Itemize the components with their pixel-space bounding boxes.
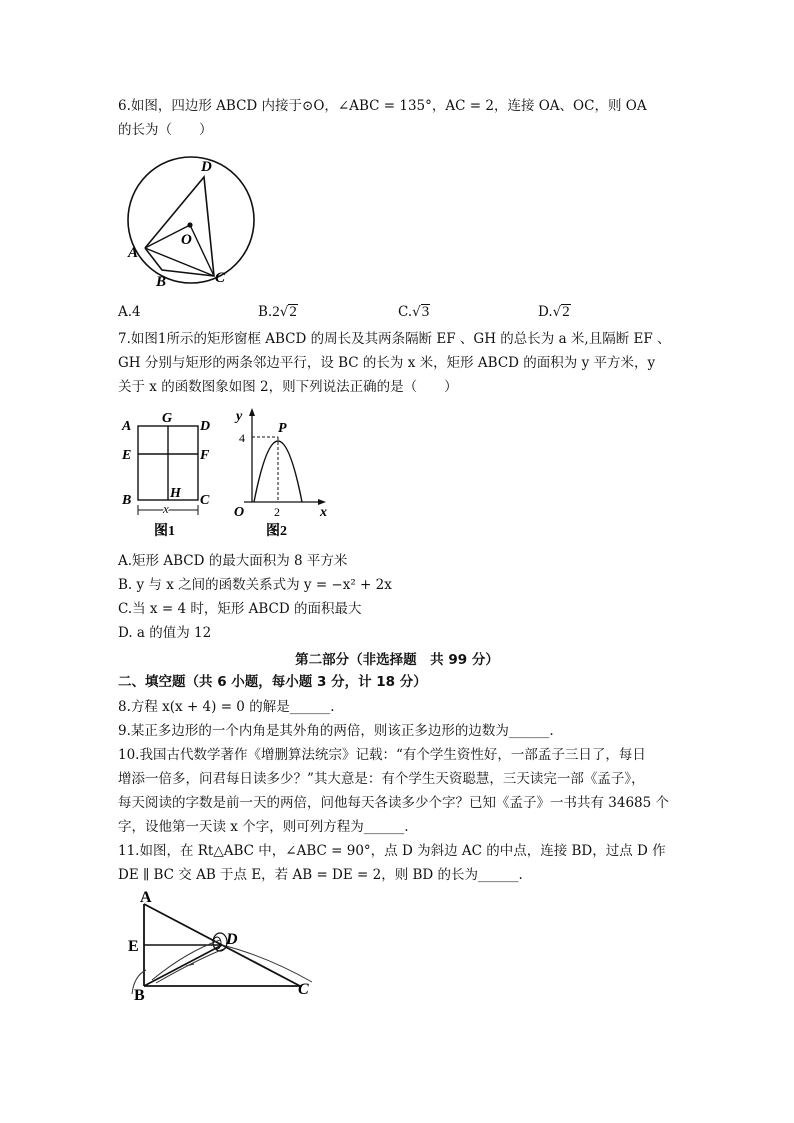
q6-option-c: C.√3 (398, 304, 430, 320)
q7-line2: GH 分别与矩形的两条邻边平行，设 BC 的长为 x 米，矩形 ABCD 的面积为 y 平方米，y (118, 355, 656, 371)
label-B: B (122, 493, 132, 508)
q10-line4: 字，设他第一天读 x 个字，则可列方程为______. (118, 819, 409, 835)
tick-4: 4 (239, 431, 245, 445)
q6-line2: 的长为（ ） (118, 122, 213, 138)
q9: 9.某正多边形的一个内角是其外角的两倍，则该正多边形的边数为______. (118, 723, 554, 739)
q8: 8.方程 x(x + 4) = 0 的解是______. (118, 699, 335, 715)
label-H: H (170, 486, 181, 501)
label-A: A (122, 419, 132, 434)
seg-bd (144, 945, 222, 986)
center-dot (187, 222, 192, 227)
q11-figure (116, 890, 326, 1005)
section2-title: 二、填空题（共 6 小题，每小题 3 分，计 18 分） (118, 674, 427, 690)
caption-fig1: 图1 (154, 524, 175, 539)
q10-line1: 10.我国古代数学著作《增删算法统宗》记载：“有个学生资性好，一部孟子三日了，每日 (118, 747, 646, 763)
label-B: B (134, 987, 145, 1004)
label-F: F (200, 448, 210, 463)
q11-line2: DE ∥ BC 交 AB 于点 E，若 AB = DE = 2，则 BD 的长为______. (118, 867, 523, 883)
q6-option-d: D.√2 (538, 304, 570, 320)
label-A: A (128, 245, 139, 261)
quad-outline (145, 177, 214, 276)
label-C: C (200, 493, 210, 508)
label-E: E (128, 938, 139, 955)
label-D: D (200, 419, 211, 434)
q7-figure-1 (118, 410, 218, 542)
label-D: D (201, 159, 212, 175)
q7-line3: 关于 x 的函数图象如图 2，则下列说法正确的是（ ） (118, 379, 458, 395)
q7-option-c: C.当 x = 4 时，矩形 ABCD 的面积最大 (118, 601, 362, 617)
label-y: y (236, 409, 243, 424)
label-G: G (162, 411, 173, 426)
label-A: A (140, 890, 152, 906)
q6-line1: 6.如图，四边形 ABCD 内接于⊙O，∠ABC = 135°，AC = 2，连接 OA、OC，则 OA (118, 98, 647, 114)
q6-option-a: A.4 (118, 304, 141, 320)
part2-title: 第二部分（非选择题 共 99 分） (295, 652, 499, 668)
label-x: x (320, 505, 327, 520)
circumcircle (128, 157, 254, 283)
label-P: P (278, 421, 287, 436)
label-O: O (234, 505, 245, 520)
q6-figure (118, 150, 268, 295)
label-D: D (226, 931, 238, 948)
label-C: C (298, 981, 309, 998)
q11-line1: 11.如图，在 Rt△ABC 中，∠ABC = 90°，点 D 为斜边 AC 的中点，连接 BD，过点 D 作 (118, 843, 666, 859)
label-O: O (181, 232, 192, 248)
q10-line2: 增添一倍多，问君每日读多少？”其大意是：有个学生天资聪慧，三天读完一部《孟子》， (118, 771, 645, 787)
q10-line3: 每天阅读的字数是前一天的两倍，问他每天各读多少个字？已知《孟子》一书共有 34685 个 (118, 795, 670, 811)
q7-line1: 7.如图1所示的矩形窗框 ABCD 的周长及其两条隔断 EF 、GH 的总长为 a 米,且隔断 EF 、 (118, 331, 671, 347)
q6-option-b: B.2√2 (258, 304, 297, 320)
q7-option-a: A.矩形 ABCD 的最大面积为 8 平方米 (118, 553, 348, 569)
q7-option-d: D. a 的值为 12 (118, 625, 212, 641)
tick-2: 2 (274, 505, 280, 519)
label-x: x (163, 501, 169, 516)
label-E: E (122, 448, 132, 463)
q7-figure-2 (222, 404, 338, 542)
caption-fig2: 图2 (266, 524, 287, 539)
q7-option-b: B. y 与 x 之间的函数关系式为 y = −x² + 2x (118, 577, 392, 593)
label-C: C (215, 270, 226, 286)
label-B: B (156, 274, 167, 290)
